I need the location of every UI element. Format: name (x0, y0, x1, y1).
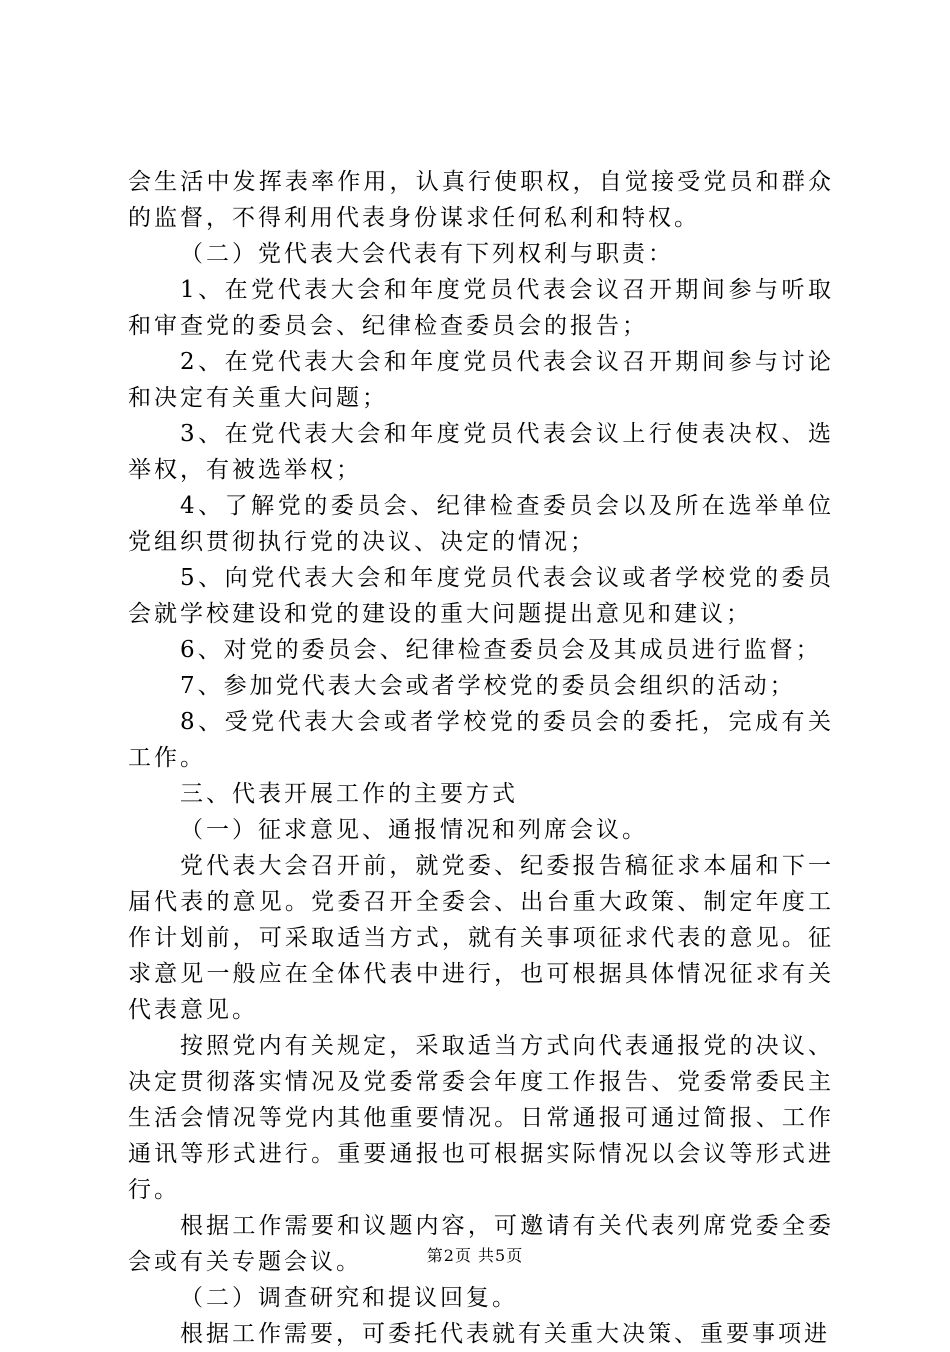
paragraph: 7、参加党代表大会或者学校党的委员会组织的活动； (180, 673, 796, 699)
paragraph: 三、代表开展工作的主要方式 (180, 781, 518, 807)
paragraph: （二）党代表大会代表有下列权利与职责： (180, 241, 674, 267)
paragraph: 3、在党代表大会和年度党员代表会议上行使表决权、选举权，有被选举权； (128, 421, 834, 483)
paragraph: 5、向党代表大会和年度党员代表会议或者学校党的委员会就学校建设和党的建设的重大问题提出意见和建议； (128, 565, 834, 627)
paragraph: 会生活中发挥表率作用，认真行使职权，自觉接受党员和群众的监督，不得利用代表身份谋求任何私利和特权。 (128, 169, 834, 231)
paragraph: 按照党内有关规定，采取适当方式向代表通报党的决议、决定贯彻落实情况及党委常委会年度工作报告、党委常委民主生活会情况等党内其他重要情况。日常通报可通过简报、工作通讯等形式进行。重要通报也可根据实际情况以会议等形式进行。 (128, 1033, 834, 1203)
paragraph: 根据工作需要，可委托代表就有关重大决策、重要事项进 (180, 1321, 830, 1347)
paragraph: （一）征求意见、通报情况和列席会议。 (180, 817, 648, 843)
paragraph: 2、在党代表大会和年度党员代表会议召开期间参与讨论和决定有关重大问题； (128, 349, 834, 411)
paragraph: 6、对党的委员会、纪律检查委员会及其成员进行监督； (180, 637, 822, 663)
page-footer: 第2页 共5页 (426, 1246, 524, 1265)
paragraph: 1、在党代表大会和年度党员代表会议召开期间参与听取和审查党的委员会、纪律检查委员会的报告； (128, 277, 834, 339)
document-body (128, 164, 834, 1352)
paragraph: 根据工作需要和议题内容，可邀请有关代表列席党委全委会或有关专题会议。 (128, 1213, 834, 1275)
paragraph: （二）调查研究和提议回复。 (180, 1285, 518, 1311)
paragraph: 党代表大会召开前，就党委、纪委报告稿征求本届和下一届代表的意见。党委召开全委会、出台重大政策、制定年度工作计划前，可采取适当方式，就有关事项征求代表的意见。征求意见一般应在全体代表中进行，也可根据具体情况征求有关代表意见。 (128, 853, 834, 1023)
paragraph: 8、受党代表大会或者学校党的委员会的委托，完成有关工作。 (128, 709, 834, 771)
paragraph: 4、了解党的委员会、纪律检查委员会以及所在选举单位党组织贯彻执行党的决议、决定的情况； (128, 493, 834, 555)
